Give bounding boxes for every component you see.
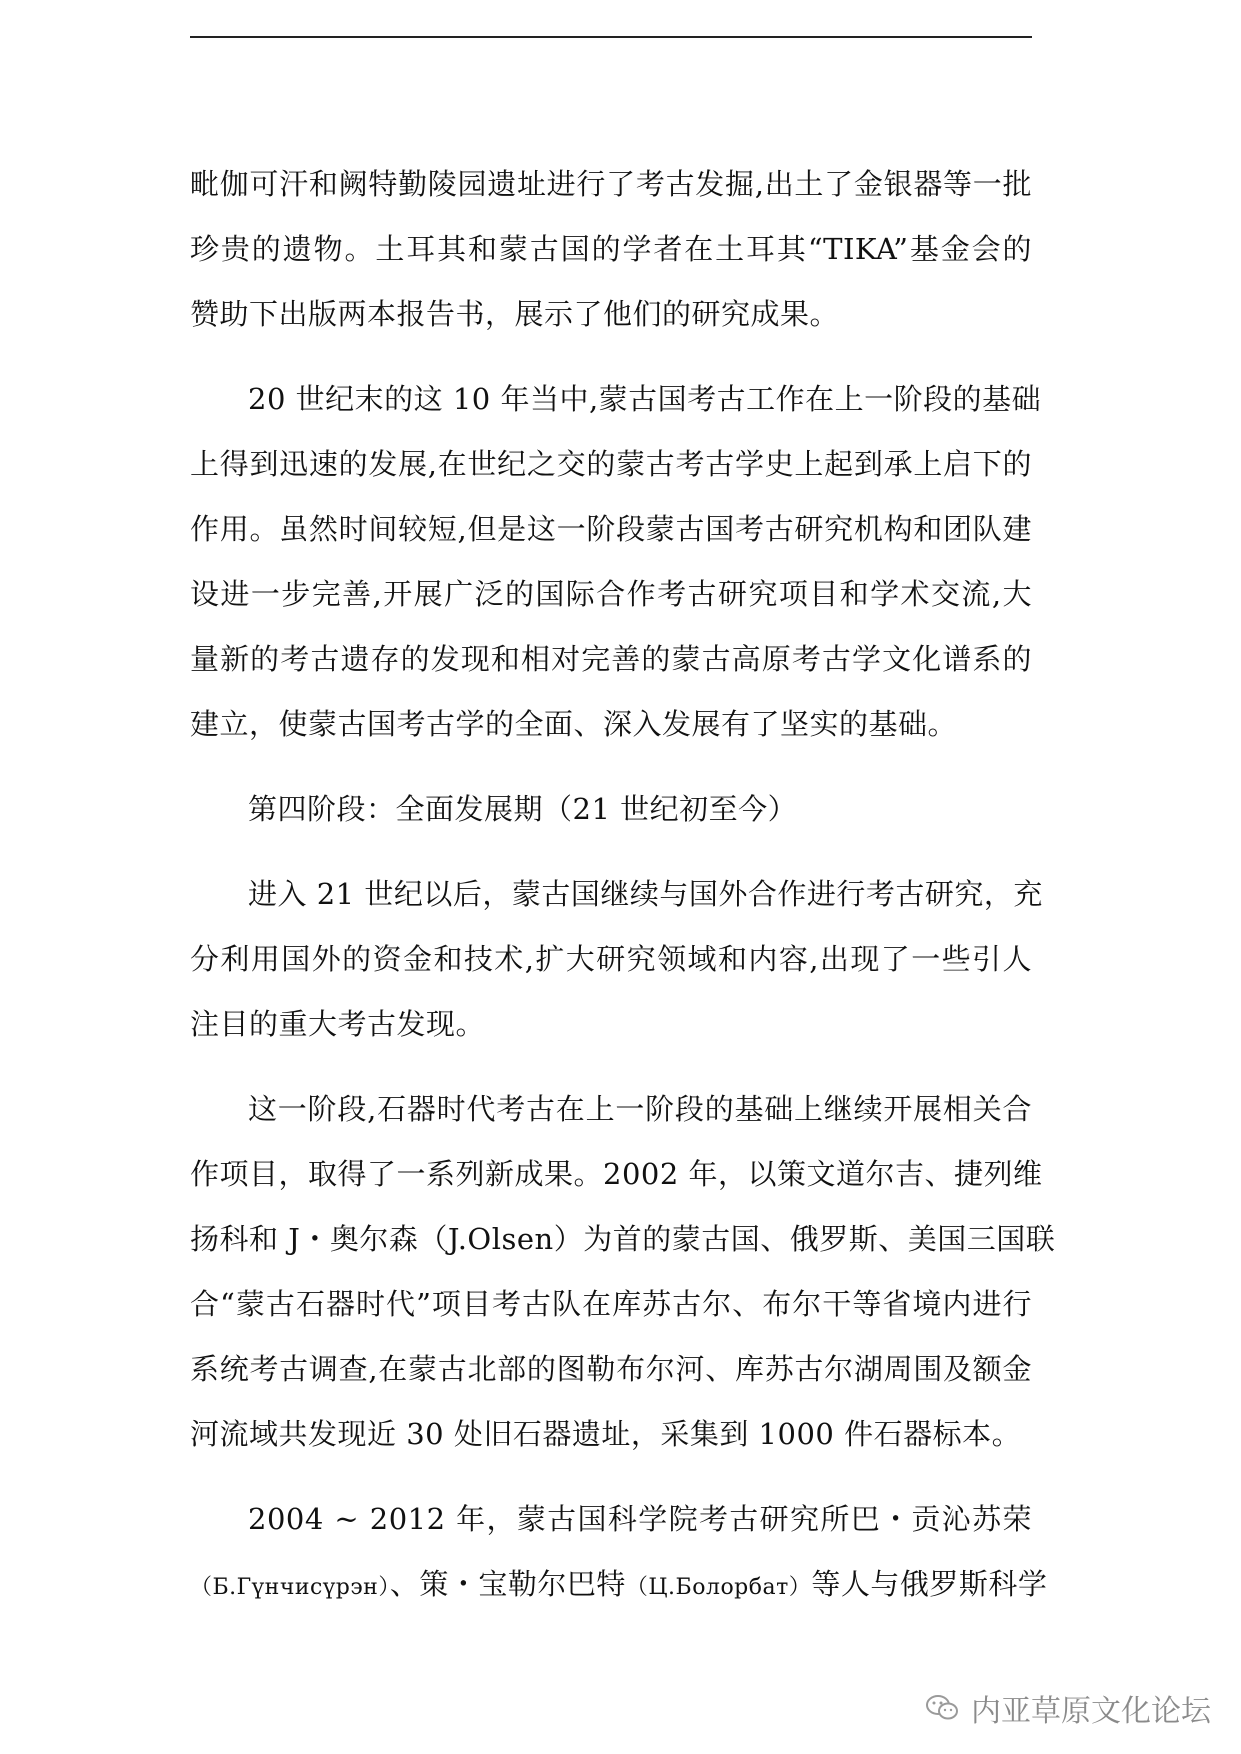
cyrillic-name: （Ц.Болорбат） [625, 1575, 812, 1600]
text-line: 分利用国外的资金和技术,扩大研究领域和内容,出现了一些引人 [190, 942, 1032, 976]
text-line: 扬科和 J・奥尔森（J.Olsen）为首的蒙古国、俄罗斯、美国三国联 [190, 1222, 1056, 1256]
text-line: 作用。虽然时间较短,但是这一阶段蒙古国考古研究机构和团队建 [190, 512, 1032, 546]
text-line: 建立，使蒙古国考古学的全面、深入发展有了坚实的基础。 [190, 707, 958, 741]
text-line: 系统考古调查,在蒙古北部的图勒布尔河、库苏古尔湖周围及额金 [190, 1352, 1032, 1386]
cyrillic-name: （Б.Гүнчисүрэн） [190, 1575, 390, 1600]
header-rule [190, 36, 1032, 38]
paragraph-1 [190, 152, 1032, 347]
text-line: 2004 ~ 2012 年，蒙古国科学院考古研究所巴・贡沁苏荣 [248, 1502, 1032, 1536]
text-line: 这一阶段,石器时代考古在上一阶段的基础上继续开展相关合 [248, 1092, 1032, 1126]
text-line: 赞助下出版两本报告书，展示了他们的研究成果。 [190, 297, 840, 331]
paragraph-4 [190, 1077, 1056, 1467]
text-line: 量新的考古遗存的发现和相对完善的蒙古高原考古学文化谱系的 [190, 642, 1032, 676]
text-line: 合“蒙古石器时代”项目考古队在库苏古尔、布尔干等省境内进行 [190, 1287, 1032, 1321]
text-line: 作项目，取得了一系列新成果。2002 年，以策文道尔吉、捷列维 [190, 1157, 1043, 1191]
text-fragment: 等人与俄罗斯科学 [811, 1567, 1048, 1601]
text-line: 进入 21 世纪以后，蒙古国继续与国外合作进行考古研究，充 [248, 877, 1043, 911]
text-line: 上得到迅速的发展,在世纪之交的蒙古考古学史上起到承上启下的 [190, 447, 1032, 481]
heading-line: 第四阶段：全面发展期（21 世纪初至今） [248, 792, 798, 826]
watermark-text: 内亚草原文化论坛 [971, 1694, 1211, 1729]
text-line [190, 1552, 1048, 1617]
watermark [925, 1686, 1211, 1730]
body-text [190, 152, 1056, 1617]
text-line: 注目的重大考古发现。 [190, 1007, 486, 1041]
paragraph-3 [190, 862, 1043, 1057]
wechat-icon [925, 1693, 959, 1723]
text-line: 珍贵的遗物。土耳其和蒙古国的学者在土耳其“TIKA”基金会的 [190, 232, 1032, 266]
text-line: 20 世纪末的这 10 年当中,蒙古国考古工作在上一阶段的基础 [248, 382, 1042, 416]
section-heading [190, 777, 1032, 842]
text-line: 河流域共发现近 30 处旧石器遗址，采集到 1000 件石器标本。 [190, 1417, 1022, 1451]
paragraph-5 [190, 1487, 1048, 1617]
text-fragment: 、策・宝勒尔巴特 [389, 1567, 626, 1601]
text-line: 毗伽可汗和阙特勤陵园遗址进行了考古发掘,出土了金银器等一批 [190, 167, 1032, 201]
paragraph-2 [190, 367, 1042, 757]
text-line: 设进一步完善,开展广泛的国际合作考古研究项目和学术交流,大 [190, 577, 1032, 611]
